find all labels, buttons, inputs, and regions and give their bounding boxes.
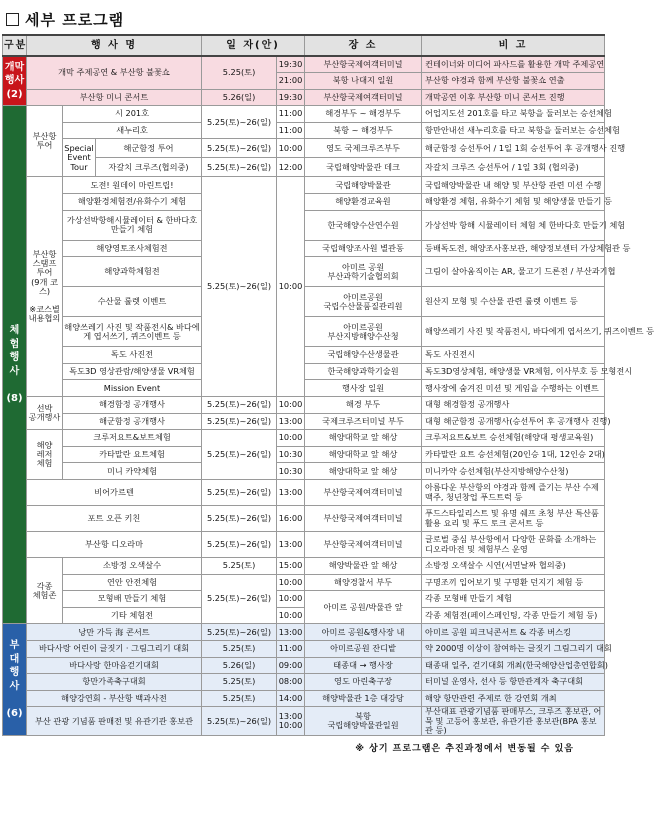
event-name: 가상선박항해시뮬레이터 & 한바다호 만들기 체험 <box>63 210 202 240</box>
subcategory-ship-open: 선박 공개행사 <box>27 397 63 430</box>
event-note: 대형 해군함정 공개행사(승선투어 후 공개행사 진행) <box>422 413 605 430</box>
table-row <box>3 640 605 657</box>
event-date: 5.25(토)~26(일) <box>202 532 277 558</box>
subcategory-stamp-tour: 부산항 스탬프 투어 (9개 코스) ※코스별 내용협의 <box>27 177 63 397</box>
event-name: 부산항 디오라마 <box>27 532 202 558</box>
event-name: 항만가족축구대회 <box>27 674 202 691</box>
category-side: 부 대 행 사 (6) <box>3 624 27 736</box>
event-place: 해양박물관 1층 대강당 <box>305 690 422 707</box>
event-date: 5.25(토)~26(일) <box>202 430 277 480</box>
event-place: 북항 국립해양박물관일원 <box>305 707 422 736</box>
event-name: 개막 주제공연 & 부산항 불꽃쇼 <box>27 56 202 89</box>
table-row <box>3 446 605 463</box>
event-place: 부산항국제여객터미널 <box>305 480 422 506</box>
event-place: 부산항국제여객터미널 <box>305 506 422 532</box>
event-note: 항만안내선 새누리호를 타고 북항을 둘러보는 승선체험 <box>422 122 605 139</box>
event-time: 14:00 <box>277 690 305 707</box>
event-time: 10:00 <box>277 607 305 624</box>
event-place: 부산항국제여객터미널 <box>305 532 422 558</box>
event-place: 북항 나대지 일원 <box>305 73 422 90</box>
event-time: 10:00 <box>277 397 305 414</box>
table-header-row <box>3 35 605 56</box>
event-place: 해양경찰서 부두 <box>305 574 422 591</box>
event-date: 5.25(토) <box>202 690 277 707</box>
event-time: 11:00 <box>277 122 305 139</box>
event-place: 해양박물관 앞 해상 <box>305 558 422 575</box>
table-row <box>3 413 605 430</box>
event-name: 카타말란 요트체험 <box>63 446 202 463</box>
event-date: 5.25(토)~26(일) <box>202 106 277 139</box>
event-place: 해양대학교 앞 해상 <box>305 446 422 463</box>
event-note: 각종 모형배 만들기 체험 <box>422 591 605 608</box>
event-place: 한국해양과학기술원 <box>305 363 422 380</box>
event-time: 10:00 <box>277 139 305 158</box>
event-place: 해양대학교 앞 해상 <box>305 463 422 480</box>
table-row <box>3 657 605 674</box>
event-note: 아름다운 부산항의 야경과 함께 즐기는 부산 수제맥주, 청년창업 푸드트럭 등 <box>422 480 605 506</box>
event-note: 컨테이너와 미디어 파사드를 활용한 개막 주제공연 <box>422 56 605 73</box>
event-name: 자갈치 크루즈(협의중) <box>96 158 202 177</box>
event-note: 해양환경 체험, 유화수기 체험 및 해양생물 만들기 등 <box>422 194 605 211</box>
table-row <box>3 89 605 106</box>
event-place: 행사장 일원 <box>305 380 422 397</box>
event-date: 5.25(토)~26(일) <box>202 413 277 430</box>
table-row <box>3 558 605 575</box>
table-row <box>3 480 605 506</box>
event-date: 5.25(토)~26(일) <box>202 574 277 624</box>
event-place: 국립해양박물관 <box>305 177 422 194</box>
event-place: 해경 부두 <box>305 397 422 414</box>
event-note: 대형 해경함정 공개행사 <box>422 397 605 414</box>
event-place: 해경부두 ~ 해경부두 <box>305 106 422 123</box>
event-note: 해양쓰레기 사진 및 작품전시, 바다에게 엽서쓰기, 퀴즈이벤트 등 <box>422 317 605 347</box>
event-time: 11:00 <box>277 640 305 657</box>
event-name: 해군함정 공개행사 <box>63 413 202 430</box>
table-row <box>3 430 605 447</box>
event-name: 기타 체험전 <box>63 607 202 624</box>
event-time: 19:30 <box>277 89 305 106</box>
header-event-name: 행 사 명 <box>27 35 202 56</box>
program-table <box>2 34 654 736</box>
event-note: 등배독도전, 해양조사홍보관, 해양정보센터 가상체험관 등 <box>422 240 605 257</box>
page-title <box>2 4 604 34</box>
event-note: 독도3D영상체험, 해양생물 VR체험, 이사부호 등 모형전시 <box>422 363 605 380</box>
event-date: 5.25(토)~26(일) <box>202 480 277 506</box>
subcategory-port-tour: 부산항 투어 <box>27 106 63 177</box>
event-date: 5.26(일) <box>202 89 277 106</box>
event-note: 미니카약 승선체험(부산지방해양수산청) <box>422 463 605 480</box>
header-note: 비 고 <box>422 35 605 56</box>
event-name: 시 201호 <box>63 106 202 123</box>
event-place: 아미르공원 부산지방해양수산청 <box>305 317 422 347</box>
event-time: 13:00 <box>277 480 305 506</box>
event-time: 15:00 <box>277 558 305 575</box>
event-date: 5.25(토)~26(일) <box>202 707 277 736</box>
event-time: 10:30 <box>277 446 305 463</box>
event-note: 각종 체험전(페이스페인팅, 각종 만들기 체험 등) <box>422 607 605 624</box>
event-place: 부산항국제여객터미널 <box>305 56 422 73</box>
event-date: 5.25(토)~26(일) <box>202 139 277 158</box>
event-time: 10:00 <box>277 177 305 397</box>
event-name: 해양과학체험전 <box>63 257 202 287</box>
event-note: 아미르 공원 피크닉콘서트 & 각종 버스킹 <box>422 624 605 641</box>
event-name: 해양강연회 - 부산항 백과사전 <box>27 690 202 707</box>
event-note: 부산항 야경과 함께 부산항 불꽃쇼 연출 <box>422 73 605 90</box>
event-note: 독도 사진전시 <box>422 347 605 364</box>
page-title-text: 세부 프로그램 <box>25 10 125 29</box>
event-place: 해양대학교 앞 해상 <box>305 430 422 447</box>
event-note: 카타말란 요트 승선체험(20인승 1대, 12인승 2대) <box>422 446 605 463</box>
table-row <box>3 106 605 123</box>
event-note: 구명조끼 입어보기 및 구명환 던지기 체험 등 <box>422 574 605 591</box>
event-place: 부산항국제여객터미널 <box>305 89 422 106</box>
event-note: 부산대표 관광기념품 판매부스, 크루즈 홍보관, 어묵 및 고등어 홍보관, 유관기관 홍보관(BPA 홍보관 등) <box>422 707 605 736</box>
event-name: 포트 오픈 키친 <box>27 506 202 532</box>
event-time: 10:30 <box>277 463 305 480</box>
event-name: 해양쓰레기 사진 및 작품전시& 바다에게 엽서쓰기, 퀴즈이벤트 등 <box>63 317 202 347</box>
table-row <box>3 122 605 139</box>
event-time: 13:00 <box>277 532 305 558</box>
event-place: 해양환경교육원 <box>305 194 422 211</box>
table-row <box>3 177 605 194</box>
event-place: 아미르 공원&행사장 내 <box>305 624 422 641</box>
event-note: 행사장에 숨겨진 미션 및 게임을 수행하는 이벤트 <box>422 380 605 397</box>
event-note: 해군함정 승선투어 / 1일 1회 승선투어 후 공개행사 진행 <box>422 139 605 158</box>
event-time: 16:00 <box>277 506 305 532</box>
category-experience: 체 험 행 사 (8) <box>3 106 27 624</box>
event-time: 10:00 <box>277 430 305 447</box>
event-place: 아미르 공원 부산과학기술협의회 <box>305 257 422 287</box>
table-row <box>3 139 605 158</box>
event-name: 소방정 오색살수 <box>63 558 202 575</box>
event-place: 북항 ~ 해경부두 <box>305 122 422 139</box>
event-note: 어업지도선 201호를 타고 북항을 둘러보는 승선체험 <box>422 106 605 123</box>
event-name: 바다사랑 한마음걷기대회 <box>27 657 202 674</box>
checkbox-square-icon <box>6 13 19 26</box>
event-date: 5.25(토)~26(일) <box>202 177 277 397</box>
event-name: 비어가르텐 <box>27 480 202 506</box>
event-note: 자갈치 크루즈 승선투어 / 1일 3회 (협의중) <box>422 158 605 177</box>
event-name: 도전! 원데이 마린트립! <box>63 177 202 194</box>
event-name: 바다사랑 어린이 글짓기 · 그림그리기 대회 <box>27 640 202 657</box>
table-row <box>3 591 605 608</box>
event-name: Mission Event <box>63 380 202 397</box>
event-date: 5.25(토)~26(일) <box>202 397 277 414</box>
event-date: 5.25(토)~26(일) <box>202 506 277 532</box>
event-time: 10:00 <box>277 574 305 591</box>
table-row <box>3 56 605 73</box>
event-note: 가상선박 항해 시뮬레이터 체험 체 한바다호 만들기 체험 <box>422 210 605 240</box>
subcategory-marine-leisure: 해양 레저 체험 <box>27 430 63 480</box>
event-note: 푸드스타일리스트 및 유명 쉐프 초청 부산 특산품 활용 요리 및 푸드 토크 콘서트 등 <box>422 506 605 532</box>
event-name: 모형배 만들기 체험 <box>63 591 202 608</box>
event-place: 아미르공원 잔디밭 <box>305 640 422 657</box>
subcategory-special-event-tour: Special Event Tour <box>63 139 96 177</box>
event-name: 새누리호 <box>63 122 202 139</box>
table-row <box>3 463 605 480</box>
header-date: 일 자(안) <box>202 35 305 56</box>
event-place: 국제크루즈터미널 부두 <box>305 413 422 430</box>
event-date: 5.25(토)~26(일) <box>202 158 277 177</box>
event-time: 21:00 <box>277 73 305 90</box>
event-time: 13:00 <box>277 624 305 641</box>
event-note: 그림이 살아움직이는 AR, 물고기 드론전 / 부산과기협 <box>422 257 605 287</box>
event-name: 부산항 미니 콘서트 <box>27 89 202 106</box>
event-time: 13:00 <box>277 413 305 430</box>
event-note: 글로벌 중심 부산항에서 다양한 문화를 소개하는 디오라마전 및 체험부스 운영 <box>422 532 605 558</box>
event-name: 낭만 가득 海 콘서트 <box>27 624 202 641</box>
event-time: 13:00 10:00 <box>277 707 305 736</box>
event-note: 해양 항만관련 주제로 한 강연회 개최 <box>422 690 605 707</box>
subcategory-experience-zone: 각종 체험존 <box>27 558 63 624</box>
event-note: 터미널 운영사, 선사 등 항만관계자 축구대회 <box>422 674 605 691</box>
event-date: 5.25(토) <box>202 56 277 89</box>
event-note: 크루저요트&보트 승선체험(해양대 평생교육원) <box>422 430 605 447</box>
event-note: 약 2000명 이상이 참여하는 글짓기 그림그리기 대회 <box>422 640 605 657</box>
event-note: 태종대 일주, 걷기대회 개최(한국해양산업총연합회) <box>422 657 605 674</box>
event-date: 5.25(토) <box>202 558 277 575</box>
footnote: ※ 상기 프로그램은 추진과정에서 변동될 수 있음 <box>355 743 574 754</box>
event-place: 영도 국제크루즈부두 <box>305 139 422 158</box>
event-name: 수산물 룰렛 이벤트 <box>63 287 202 317</box>
event-place: 영도 마린축구장 <box>305 674 422 691</box>
event-date: 5.25(토) <box>202 674 277 691</box>
header-place: 장 소 <box>305 35 422 56</box>
event-name: 해군함정 투어 <box>96 139 202 158</box>
table-row <box>3 690 605 707</box>
table-row <box>3 624 605 641</box>
event-place: 국립해양수산생물관 <box>305 347 422 364</box>
event-time: 11:00 <box>277 106 305 123</box>
event-name: 부산 관광 기념품 판매전 및 유관기관 홍보관 <box>27 707 202 736</box>
event-time: 08:00 <box>277 674 305 691</box>
event-note: 개막공연 이후 부산항 미니 콘서트 진행 <box>422 89 605 106</box>
event-name: 독도 사진전 <box>63 347 202 364</box>
event-name: 독도3D 영상관람/해양생물 VR체험 <box>63 363 202 380</box>
event-place: 아미르공원 국립수산물품질관리원 <box>305 287 422 317</box>
header-category: 구분 <box>3 35 27 56</box>
event-date: 5.25(토)~26(일) <box>202 624 277 641</box>
category-opening: 개막 행사 (2) <box>3 56 27 106</box>
table-row <box>3 532 605 558</box>
event-time: 12:00 <box>277 158 305 177</box>
table-row <box>3 506 605 532</box>
event-name: 해경함정 공개행사 <box>63 397 202 414</box>
event-note: 국립해양박물관 내 해양 및 부산항 관련 미션 수행 <box>422 177 605 194</box>
table-row <box>3 574 605 591</box>
event-time: 19:30 <box>277 56 305 73</box>
event-place: 아미르 공원/박물관 앞 <box>305 591 422 624</box>
event-note: 원산지 모형 및 수산물 관련 룰렛 이벤트 등 <box>422 287 605 317</box>
event-name: 해양환경체험전/유화수기 체험 <box>63 194 202 211</box>
event-time: 10:00 <box>277 591 305 608</box>
event-place: 한국해양수산연수원 <box>305 210 422 240</box>
event-name: 연안 안전체험 <box>63 574 202 591</box>
event-date: 5.26(일) <box>202 657 277 674</box>
event-name: 미니 카약체험 <box>63 463 202 480</box>
table-row <box>3 397 605 414</box>
event-place: 태종대 → 행사장 <box>305 657 422 674</box>
event-place: 국립해양박물관 데크 <box>305 158 422 177</box>
event-date: 5.25(토) <box>202 640 277 657</box>
table-row <box>3 607 605 624</box>
event-place: 국립해양조사원 별관동 <box>305 240 422 257</box>
event-name: 해양영토조사체험전 <box>63 240 202 257</box>
event-note: 소방정 오색살수 시연(서면날짜 협의중) <box>422 558 605 575</box>
table-row <box>3 674 605 691</box>
event-name: 크루저요트&보트체험 <box>63 430 202 447</box>
table-row <box>3 707 605 736</box>
event-time: 09:00 <box>277 657 305 674</box>
